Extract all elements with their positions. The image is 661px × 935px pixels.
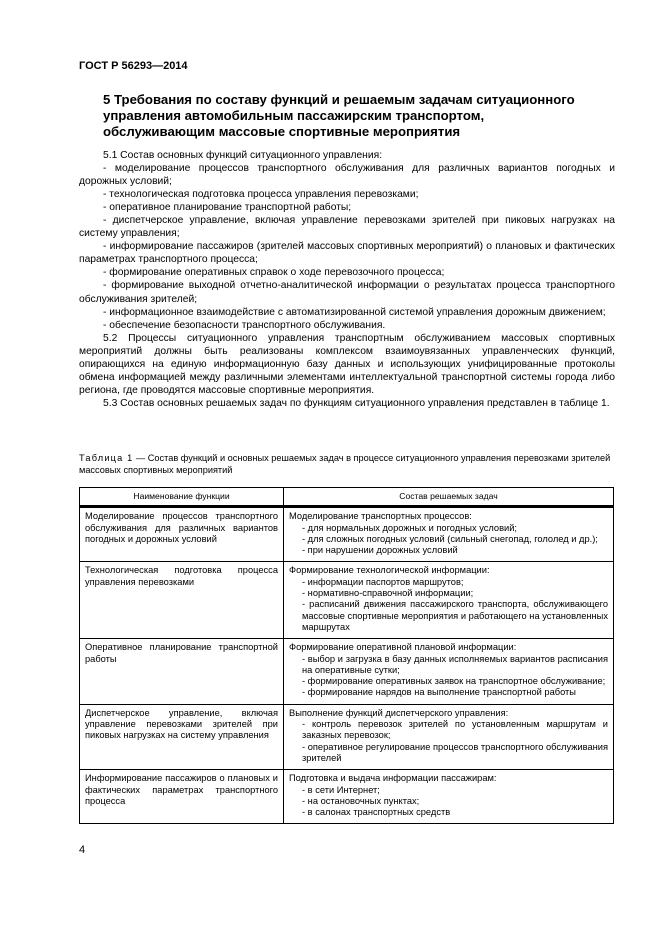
function-cell: Информирование пассажиров о плановых и фактических параметрах транспортного процесса	[80, 770, 284, 824]
functions-table	[79, 487, 614, 824]
task-item: - формирование оперативных заявок на транспортное обслуживание;	[302, 676, 606, 687]
function-cell: Диспетчерское управление, включая управление перевозками зрителей при пиковых нагрузках на систему управления	[80, 704, 284, 769]
table-caption-text: — Состав функций и основных решаемых задач в процессе ситуационного управления перевозками зрителей массовых спортивных мероприятий	[79, 453, 611, 475]
table-row	[80, 704, 614, 769]
task-item: - в сети Интернет;	[302, 784, 380, 795]
table-header-row	[80, 488, 614, 507]
list-item: - диспетчерское управление, включая управление перевозками зрителей при пиковых нагрузках на систему управления;	[79, 215, 615, 240]
task-item: - на остановочных пунктах;	[302, 795, 420, 806]
task-item: - при нарушении дорожных условий	[302, 545, 458, 556]
task-title: Выполнение функций диспетчерского управления:	[289, 707, 509, 718]
task-items	[289, 654, 608, 699]
list-item: - формирование оперативных справок о ходе перевозочного процесса;	[103, 267, 445, 279]
task-item: - оперативное регулирование процессов транспортного обслуживания зрителей	[302, 741, 608, 763]
paragraph: 5.2 Процессы ситуационного управления транспортным обслуживанием массовых спортивных мероприятий должны быть реализованы комплексом взаимоувязанных управленческих функций, опирающихся на единую информационную базу данных и использующих унифицированные протоколы обмена информацией между различными элементами интеллектуальной транспортной системы города либо региона, где проводятся массовые спортивные мероприятия.	[79, 332, 615, 396]
tasks-cell	[284, 562, 614, 639]
task-item: - расписаний движения пассажирского транспорта, обслуживающего массовые спортивные мероприятия и работающего на установленных маршрутах	[302, 599, 608, 632]
table-row	[80, 562, 614, 639]
function-cell: Моделирование процессов транспортного обслуживания для различных вариантов погодных и дорожных условий	[80, 508, 284, 562]
table-row	[80, 639, 614, 704]
task-item: - в салонах транспортных средств	[302, 807, 451, 818]
list-item: - информирование пассажиров (зрителей массовых спортивных мероприятий) о плановых и фактических параметрах транспортного процесса;	[79, 241, 615, 266]
body-text	[79, 149, 615, 410]
task-items	[289, 523, 608, 557]
task-title: Формирование оперативной плановой информации:	[289, 642, 517, 653]
task-title: Формирование технологической информации:	[289, 565, 490, 576]
page-number: 4	[79, 844, 86, 856]
list-item: - оперативное планирование транспортной работы;	[103, 202, 352, 214]
task-items	[289, 719, 608, 764]
task-item: - формирование нарядов на выполнение транспортной работы	[302, 687, 576, 698]
tasks-cell	[284, 639, 614, 704]
table-row	[80, 770, 614, 824]
task-items	[289, 785, 608, 819]
table-caption-label: Таблица 1	[79, 453, 134, 463]
task-item: - контроль перевозок зрителей по установленным маршрутам и заказных перевозок;	[302, 719, 608, 741]
column-header-tasks: Состав решаемых задач	[284, 488, 614, 507]
list-item: - обеспечение безопасности транспортного обслуживания.	[103, 319, 386, 331]
table-caption	[79, 452, 615, 476]
paragraph: 5.1 Состав основных функций ситуационного управления:	[103, 150, 383, 161]
tasks-cell	[284, 508, 614, 562]
task-item: - для нормальных дорожных и погодных условий;	[302, 522, 518, 533]
function-cell: Технологическая подготовка процесса управления перевозками	[80, 562, 284, 639]
column-header-function: Наименование функции	[80, 488, 284, 507]
list-item: - технологическая подготовка процесса управления перевозками;	[103, 189, 419, 201]
paragraph: 5.3 Состав основных решаемых задач по функциям ситуационного управления представлен в таблице 1.	[103, 397, 610, 409]
task-title: Подготовка и выдача информации пассажирам:	[289, 773, 497, 784]
task-item: - нормативно-справочной информации;	[302, 588, 474, 599]
task-title: Моделирование транспортных процессов:	[289, 511, 472, 522]
standard-number: ГОСТ Р 56293—2014	[79, 60, 188, 72]
task-item: - выбор и загрузка в базу данных исполняемых вариантов расписания на оперативные сутки;	[302, 653, 608, 675]
task-item: - для сложных погодных условий (сильный снегопад, гололед и др.);	[302, 533, 598, 544]
list-item: - формирование выходной отчетно-аналитической информации о результатах процесса транспортного обслуживания зрителей;	[79, 280, 615, 305]
task-items	[289, 577, 608, 633]
list-item: - информационное взаимодействие с автоматизированной системой управления дорожным движением;	[103, 306, 606, 318]
task-item: - информации паспортов маршрутов;	[302, 576, 464, 587]
function-cell: Оперативное планирование транспортной работы	[80, 639, 284, 704]
table-row	[80, 508, 614, 562]
tasks-cell	[284, 770, 614, 824]
list-item: - моделирование процессов транспортного обслуживания для различных вариантов погодных и дорожных условий;	[79, 163, 615, 188]
tasks-cell	[284, 704, 614, 769]
section-title: 5 Требования по составу функций и решаемым задачам ситуационного управления автомобильным пассажирским транспортом, обслуживающим массовые спортивные мероприятия	[103, 92, 575, 139]
